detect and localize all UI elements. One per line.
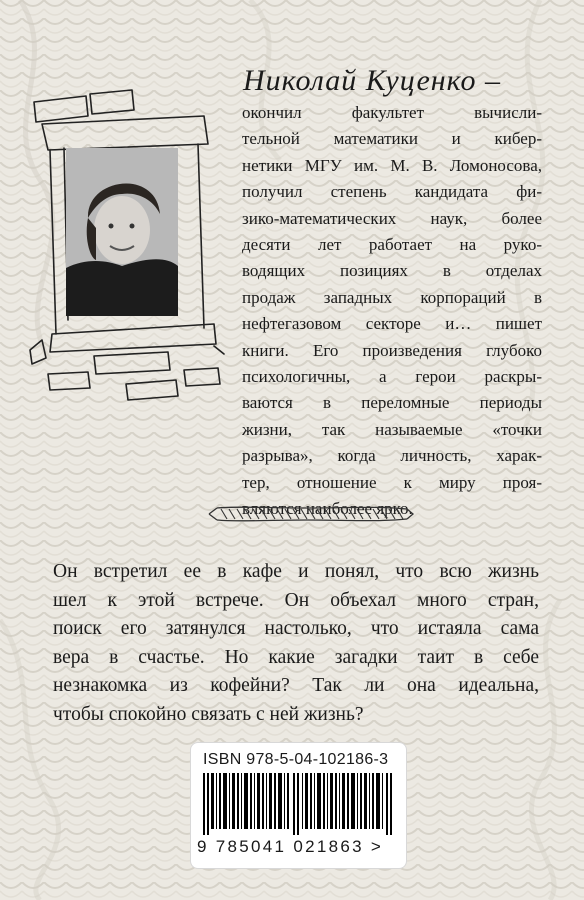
- blurb-line: поиск его затянулся настолько, что истаяла сама: [53, 618, 539, 639]
- blurb-line: незнакомка из кофейни? Так ли она идеальна,: [53, 675, 539, 696]
- author-name: [243, 64, 501, 98]
- book-blurb: [53, 558, 539, 729]
- isbn-barcode-box: [190, 742, 407, 869]
- bio-line: тельной математики и кибер-: [242, 129, 542, 149]
- bio-line: нетики МГУ им. М. В. Ломоносова,: [242, 155, 542, 175]
- bio-line: тер, отношение к миру проя-: [242, 472, 542, 492]
- bio-line: книги. Его произведения глубоко: [242, 340, 542, 360]
- bio-line: вляются наиболее ярко.: [242, 499, 413, 519]
- bio-line: окончил факультет вычисли-: [242, 103, 542, 122]
- bio-line: разрыва», когда личность, харак-: [242, 446, 542, 466]
- author-bio: [242, 100, 542, 523]
- barcode-icon: [201, 773, 396, 835]
- blurb-line: вера в счастье. Но какие загадки таит в себе: [53, 646, 539, 668]
- blurb-line: Он встретил ее в кафе и понял, что всю жизнь: [53, 561, 539, 582]
- bio-line: получил степень кандидата фи-: [242, 182, 542, 202]
- bio-line: водящих позициях в отделах: [242, 261, 542, 281]
- isbn-digits: 9 785041 021863 >: [197, 837, 384, 856]
- rope-divider-icon: [207, 500, 415, 528]
- bio-line: продаж западных корпораций в: [242, 287, 542, 307]
- bio-line: жизни, так называемые «точки: [242, 419, 542, 439]
- author-photo: [66, 148, 178, 316]
- bio-line: психологичны, а герои раскры-: [242, 367, 542, 387]
- blurb-line: чтобы спокойно связать с ней жизнь?: [53, 703, 364, 725]
- author-name-text: Николай Куценко: [243, 64, 477, 97]
- name-dash: –: [485, 64, 502, 97]
- bio-line: ваются в переломные периоды: [242, 393, 542, 413]
- bio-line: нефтегазовом секторе и… пишет: [242, 314, 542, 334]
- blurb-line: шел к этой встрече. Он объехал много стран,: [53, 589, 539, 611]
- bio-line: зико-математических наук, более: [242, 208, 542, 228]
- isbn-label: ISBN 978-5-04-102186-3: [203, 751, 389, 768]
- bio-line: десяти лет работает на руко-: [242, 235, 542, 255]
